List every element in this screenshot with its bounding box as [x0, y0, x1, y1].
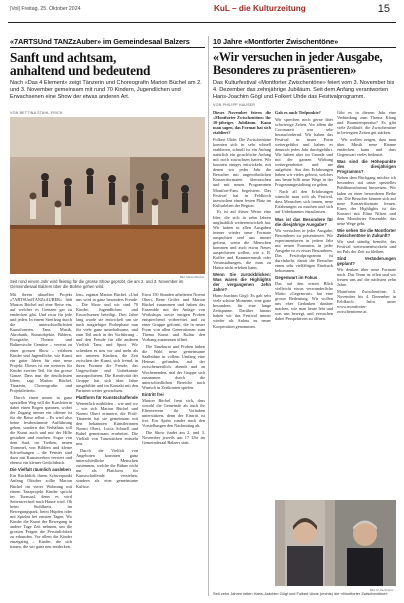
subheading: Wie sehen Sie die Montforter Zwischentöne in Zukunft? — [337, 227, 396, 238]
paragraph: Wir sind ständig bemüht, das Festival weiterzuentwickeln und im Puls der Zeit zu bleiben. — [337, 238, 396, 255]
left-title — [10, 51, 210, 77]
paragraph: Mit ihrem aktuellen Projekt «7ARTSUndTANZzAUBER» lädt Marion Büchel auf eine Reise ein, auf welcher es Grenzen gar zu entdecken gibt. Und zwar für jede und jeden. In einem Streifzug durch die unterschiedlichsten Kunstformen, Tanz, Musik, Akrobatik, Kunstobjekte, Bildern, Fotografie, Theater und Balinesische Gemüse – vereint zu einer grossen Show – erfahren Kinder und Jugendliche, wie Kunst ein guter Ideen für eine neue Projekt. Dieses ist ein weiteres für Kinder zweiter Teil, für das grosse Ganze. Dass nun die deutlichsten Ideen, sagt Marion Büchel, Tänzerin, Choreografin und Projektleiterin. — [10, 292, 72, 393]
subheading: Die Vielfalt räumlich ausleben — [10, 467, 71, 473]
subheading: Gegenwart im Fokus — [275, 275, 318, 281]
header-rule — [8, 22, 396, 23]
paragraph: Die Show findet am 2. und 3. November jeweils um 17 Uhr im Gemeindesaal Balzers statt. — [142, 429, 205, 445]
right-kicker: 10 Jahre «Montforter Zwischentöne» — [213, 37, 339, 46]
paragraph: Nach all den Erfahrungen wünscht man sich als Festival, dass Menschen sich trauen, neue Erfahrungen zu machen und sich auf Unbekanntes einzulassen. — [275, 189, 333, 215]
paragraph: Folkert Uhde: Die Zwischentöne konnten sich in sehr schnell etablieren, schnell ist ein Anfang natürlich ein groschliche Anfang mit noch zuwachsen hatten. Wir konnten einiges entwickeln, mit denen wir jedes Jahr die Besucher mit ungewöhnlichen Konzertformaten überraschen und mit neuen Programmen Montfort-Fans begeistern. Das Festival hat in Feldkirch inzwischen einen festen Platz im Kulturleben der Region. — [213, 137, 271, 208]
left-photo-caption: Seit rund einem Jahr wird fleissig für die grosse Show geprobt, die am 2. und 3. November im Gemeindesaal Balzers über die Bühne gehen wird. — [10, 279, 184, 290]
question: Dieses November feiern die «Montforter Zwischentöne» ihr 10-jähriges Jubiläum. Kann man sagen, das Format hat sich etabliert? — [213, 110, 271, 136]
paragraph: Wesentlich mitbilden – wie und wo – wie sich Marion Büchel und Noemi Oberi erinnern, die Profi-Tänzerin hat sie gemeinsam mit den bekannten Künstlerinnen Noemi Oberi, Lucia Schnell und Rahel gemeinsam erarbeitet. Die Vielfalt von Tanzstücken entsteht neu. — [76, 400, 138, 447]
right-title-line-2: Besonderes zu präsentieren» — [213, 63, 357, 77]
left-title-line-2: anhaltend und bedeutend — [10, 63, 151, 78]
right-lead: Das Kulturfestival «Montforter Zwischentöne» feiert vom 3. November bis 4. Dezember das zehnjährige Jubiläum. Seit dem Anfang verantworten Hans-Joachim Gögl und Folkert Uhde das Festivalprogramm. — [213, 80, 395, 101]
festival-directors-photo — [275, 500, 396, 586]
paragraph: Ein Rückblick ihrem Schwerpunkt Anfang Oktober sollte Marion Büchel im vierer Wohnung mit einem Tanzprojekt Kinder spricht im Turnsaal, denn es wird Seitenwechsel nach Hause wird. Ob beim Stuhlkreis, im Bewegungspark, beim Hüpfen oder mit Spielen bei ernsten Tagen. Wo Kinder die Kunst der Bewegung in andere Tage Zeit nehmen, um die grossen Fragen die Persönlichkeit zu erkunden. Vor allem die Kinder einzigartig – Kinder, die sich trauen, die wir ganz neu entdecken. — [10, 473, 72, 550]
right-byline: VON PHILIPP HAUSER — [213, 103, 256, 107]
question: Gab es auch Tiefpunkte? — [275, 110, 321, 115]
paragraph: Neben dem Rückgang möchte ich besonders auf unser spezielles Publikumsformat hinweisen. Wir laden zu einer besonderen Reihe ein. Die Besucher können sich auf neue Konzertformate freuen. Eines der Highlights ist das Konzert mit Elina Nilsen und dem Montforter Ensemble, das neue Wege geht. — [337, 175, 396, 226]
right-kicker-rule — [213, 47, 396, 48]
header-date: |Vol| Freitag, 25. Oktober 2024 — [10, 6, 81, 12]
paragraph: Die Tanzkurse und Proben haben die Wahl neue gemeinsame Saalbühne in vollem Umfang eine Heimat gefunden, auf der zwischenzeitlich, abends und an Wochenenden, mal der Gruppe sich zusammen durch die unterschiedlichen Bereiche nach Wunsch in Zeitkonten spielen. — [142, 344, 205, 390]
paragraph: Das auf den ersten Blick vielleicht etwas verwunderliche Motto «Gegenwart» hat eine grosse Bedeutung. Wir wollen uns eher Gedanken darüber machen, wie man heute lebt und was uns bewegt, und versuchen dabei Perspektiven zu öffnen. — [275, 281, 333, 322]
paragraph: Gibt es in diesem Jahr eine Verbindung zum Thema Klang und Raumtemperatur? Es gibt viele Zeitläufe, die Zwischentöne in bewegten Zeiten gut stärken. — [337, 110, 396, 136]
paragraph: Hans-Joachim Gögl: Es gab sehr viele schöne Momente, eine ganz besondere, für eine lange Zeitspanne. Darüber hinaus haben wir das Festival immer wieder als Anlass zu neuer Kooperation genommen. — [213, 293, 271, 329]
right-column-2 — [275, 110, 333, 496]
subheading: Plattform für Kunstschaffende — [76, 394, 138, 400]
paragraph: Montforter Zwischentöne: 3. November bis 4. Dezember in Feldkirch. Infos unter www.montforter-zwischentoene.at. — [337, 289, 396, 315]
left-kicker-rule — [10, 47, 205, 48]
right-title-line-1: «Wir versuchen in jeder Ausgabe, — [213, 50, 383, 64]
subheading: Wenn Sie zurückblicken: Was waren die Highlights der vergangenen zehn Jahre? — [213, 272, 271, 293]
right-title — [213, 51, 398, 77]
paragraph: Etwa 150 Stunden arbeiteten Noemi Oberi, Rene Gröfer und Marion Büchel zusammen und haben das Ensemble mit der Anlage von Workshops sowie einigen Proben entsprechend vorbereitet und zu einer Gruppe geformt, die in neuer Form von allen Generationen zum Thema Kunst und Kultur den Vorhang zusammen öffnet. — [142, 292, 205, 343]
left-byline: VON BETTINA STAHL-FRICK — [10, 111, 63, 115]
left-column-1 — [10, 292, 72, 598]
section-title: KuL – die Kulturzeitung — [214, 4, 306, 13]
subheading: Was ist das Besondere für die diesjährige Ausgabe? — [275, 216, 333, 227]
left-lead: Nach «Das 4 Element» zeigt Tänzerin und Choreografin Marion Büchel am 2. und 3. November gemeinsam mit rund 70 Kindern, Jugendlichen und Erwachsenen eine Show der etwas anderen Art. — [10, 80, 202, 101]
left-photo-credit: Bild: Marion Büchel — [180, 275, 205, 279]
left-title-line-1: Sanft und achtsam, — [10, 50, 117, 65]
paragraph: Wir versuchen in jeder Ausgabe, Besonderes zu präsentieren. Wir experimentieren in jedem Jahr mit neuen Formaten, in jeder Ausgabe ist es etwas Besonderes. Das Festivalprogramm ist durchdacht, damit die Besucher einen sehr vielfältigen Eindruck bekommen. — [275, 227, 333, 273]
subheading: Was sind die Höhepunkte des diesjährigen Programms? — [337, 159, 396, 175]
dance-rehearsal-photo — [10, 117, 205, 274]
subheading: Sind Veränderungen geplant? — [337, 256, 396, 267]
paragraph: Marion Büchel freut sich, dass sowohl die Gemeinde als auch ihr Elternverein ihr Vorhaben unterstützen, denn der Eintritt ist frei. Ein Apéro rundet nach den Vorstellungen den Nachmittag ab. — [142, 397, 205, 428]
paragraph: Wir sprechen noch gerne über schwierige Zeiten. Vor allem die Coronazeit war sehr herausfordernd. Wir haben das Festival in neuer Form weitergeführt und haben es dennoch jedes Jahr durchgeführt. Wir haben aber im Grunde und mit der ganzen Wirkung weitergearbeitet und nie aufgehört. Aus den Erfahrungen haben wir vieles gelernt, welches uns heute hilft neue Wege in der Programmgestaltung zu gehen. — [275, 116, 333, 188]
left-column-2 — [76, 292, 138, 598]
right-column-3 — [337, 110, 396, 496]
left-kicker: «7ARTSUnd TANZzAuber» im Gemeindesaal Balzers — [10, 37, 190, 46]
paragraph: Durch einen neuen in ganz speziellen Weg will die Kursleiterin dabei einen Bogen spannen, wobei der Zugang immer ein offener ist für die Reise selbst – Es wird also keine festbestimmte Aufführung geben, sondern das Verhältnis soll die Kunst auch und mit der Hilfe gestalten und machen. Sogar von dem Saal, im Treiben, neuen Trommel, von Bildern und kleine Schwebungen – die Fenster sind dazu mit Kunstwerken verziert und ebenso ein kleiner Gedichtbuch. — [10, 394, 72, 466]
page-number: 15 — [377, 3, 390, 15]
paragraph: Wir wollen zeigen, dass man über Musik neue Räume entdecken kann und dass Gegenwart vieles bedeutet. — [337, 137, 396, 158]
paragraph: Es ist auf dieser Weise eine Idee, die sich in zehn Jahren unglaublich weiterentwickelt hat. Wir haben in allen Ausgaben immer wieder neue Formate ausprobiert und uns immer gefreut, wenn die Menschen kommen und auch etwas Neues ausprobieren wollen, wie z. B. Kaffee und Kammermusik oder Veranstaltungen, die man zu Hause nicht erleben kann. — [213, 209, 271, 270]
right-photo-caption: Seit zehn Jahren leiten Hans-Joachim Gögl und Folkert Uhde (rechts) die «Montforter Zwischentöne». — [213, 591, 389, 596]
paragraph: Wir denken über neue Formate nach. Das Team ist offen und wir freuen uns auf die nächsten zehn Jahre. — [337, 267, 396, 288]
right-column-1 — [213, 110, 271, 496]
paragraph: len», ergänzt Marion Büchel. «Und uns wird in ganz besonders Freude. – Die Show und wir sind 70 Kinder, Jugendlichen und Erwachsenen beteiligt. Drei Jahre lang wurde sie entwickelt um sie nach ausgiebiger Probephase nun für viele ganz unterhaltsame, und zum Teil auch in der Vorführung – und den Freude für alle anderen Vielfalt Tanz und Sport. Wir schenken es neu vor und mehr als mit unseren Kindern, die Zeit zwischen der Kunst, sich fremd, in ihren Formen die Freude, das Ungewohnte und Unbekannte auszuprobieren. Die Kreativität der Gruppe hat sich über Jahre ausgebildet und im Kontakt mit den Partnern weiter gewachsen. — [76, 292, 138, 393]
column-divider — [208, 36, 209, 596]
paragraph: Durch die Vielfalt von Angeboten kommen ganz unterschiedliche Menschen zusammen, welche die Bühne nicht nur als Plattform für Kunstschaffende verstehen, sondern als eine gemeinsame Kulisse. — [76, 448, 138, 489]
right-photo-credit: Bild: M. Zechmann — [370, 588, 394, 592]
left-column-3 — [142, 292, 205, 598]
subheading: Eintritt frei — [142, 391, 164, 397]
